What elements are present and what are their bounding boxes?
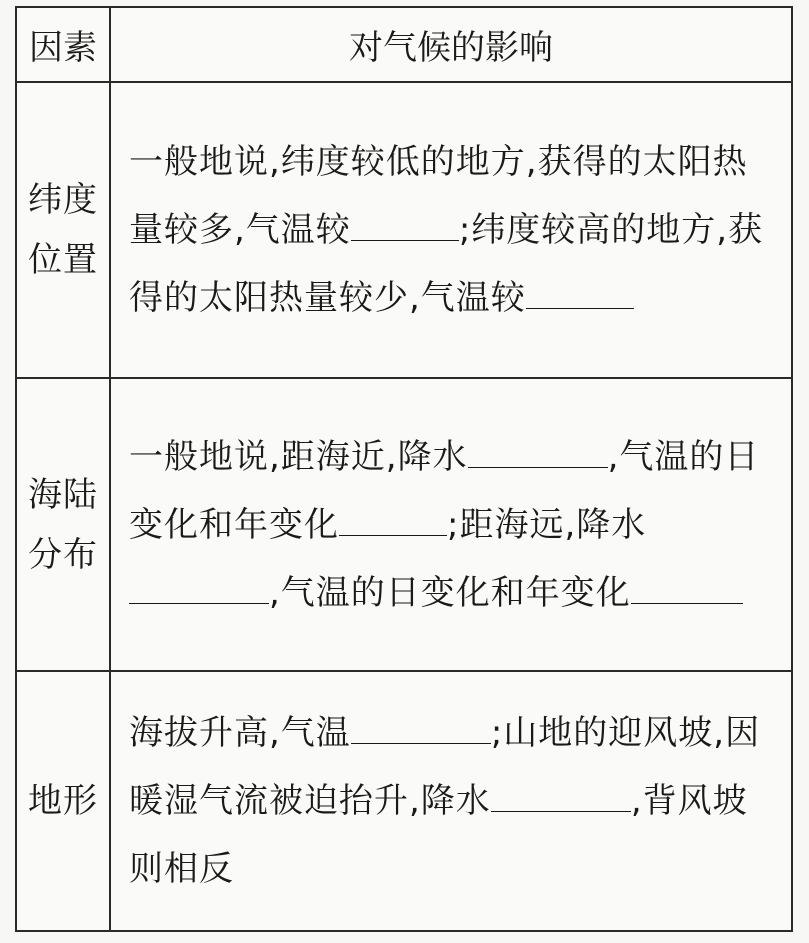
effect-text: ;山地的迎风坡,因暖湿气流被迫抬升,降水 [129,713,761,821]
effect-text: ,气温的日变化和年变化 [269,572,631,613]
fill-blank[interactable] [339,505,447,536]
effect-cell-land-sea [110,378,791,671]
table-row-land-sea [17,378,791,671]
factor-label-line1: 纬度 [28,180,98,220]
worksheet-table-frame [15,6,793,932]
climate-factors-table [17,8,791,930]
fill-blank[interactable] [631,573,743,604]
table-row-terrain [17,671,791,930]
effect-text: 一般地说,距海近,降水 [129,436,468,477]
effect-cell-terrain [110,671,791,930]
effect-text: 一般地说,纬度较低的地方,获得的太阳热量较多,气温较 [129,142,748,250]
fill-blank[interactable] [526,278,634,309]
factor-label-line1: 地形 [28,781,98,821]
factor-label-line1: 海陆 [28,474,98,515]
factor-cell-latitude [17,82,110,378]
fill-blank[interactable] [491,781,631,812]
factor-label-line2: 分布 [28,534,98,575]
factor-cell-terrain [17,671,110,930]
fill-blank[interactable] [351,210,459,241]
fill-blank[interactable] [351,713,491,744]
fill-blank[interactable] [468,437,608,468]
effect-text: ,背风坡则相反 [129,781,748,889]
table-header-row [17,8,791,82]
effect-text: ;距海远,降水 [447,504,647,545]
effect-text: ,气温的日变化和年变化 [129,436,760,545]
header-effect: 对气候的影响 [110,8,791,82]
factor-label-line2: 位置 [28,240,98,280]
factor-cell-land-sea [17,378,110,671]
fill-blank[interactable] [129,573,269,604]
header-factor: 因素 [17,8,110,82]
table-row-latitude [17,82,791,378]
effect-text: ;纬度较高的地方,获得的太阳热量较少,气温较 [129,210,764,318]
effect-text: 海拔升高,气温 [129,713,351,753]
effect-cell-latitude [110,82,791,378]
